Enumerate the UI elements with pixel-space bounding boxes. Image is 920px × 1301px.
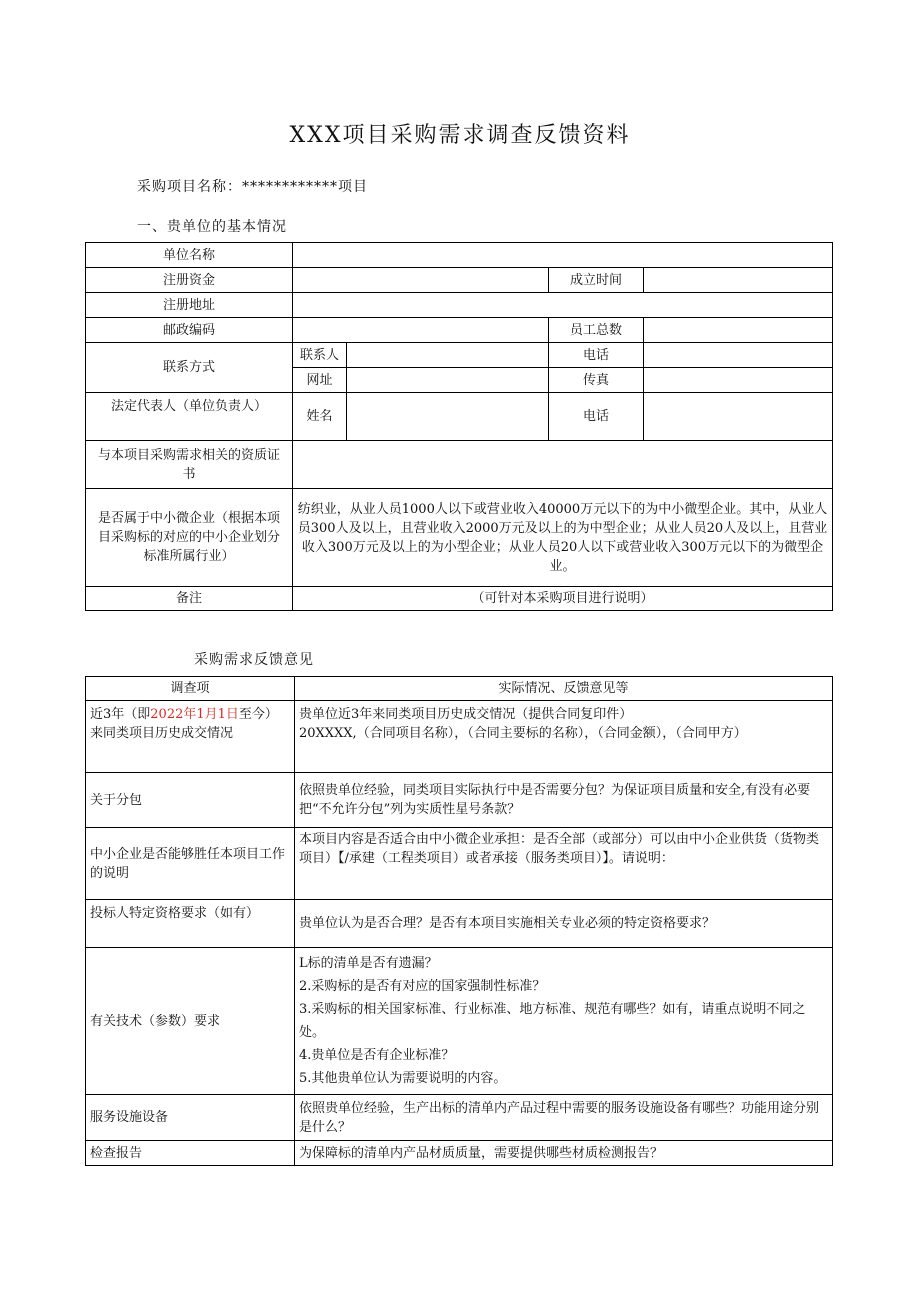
registered-capital-field[interactable] — [293, 268, 549, 293]
row-tech-detail-line: 5.其他贵单位认为需要说明的内容。 — [299, 1071, 507, 1086]
established-time-label: 成立时间 — [549, 268, 644, 293]
established-time-field[interactable] — [644, 268, 833, 293]
row-tech-detail-line: 3.采购标的相关国家标准、行业标准、地方标准、规范有哪些？如有，请重点说明不同之处。 — [299, 1002, 806, 1040]
fax-field[interactable] — [644, 368, 833, 393]
document-title: XXX项目采购需求调查反馈资料 — [289, 123, 631, 148]
feedback-table — [85, 676, 833, 1166]
row-qualification-detail[interactable]: 贵单位认为是否合理？是否有本项目实施相关专业必须的特定资格要求？ — [295, 900, 833, 948]
remarks-label: 备注 — [86, 587, 293, 611]
contact-method-label: 联系方式 — [86, 343, 293, 393]
sme-description: 纺织业，从业人员1000人以下或营业收入40000万元以下的为中小微型企业。其中，从业人员300人及以上，且营业收入2000万元及以上的为中型企业；从业人员20人及以上，且营业收入300万元及以上的为小型企业；从业人员20人以下或营业收入300万元以下的为微型企业。 — [293, 489, 833, 587]
row-tech-detail-line: 2.采购标的是否有对应的国家强制性标准？ — [299, 979, 546, 994]
registered-capital-label: 注册资金 — [86, 268, 293, 293]
row-qualification-item: 投标人特定资格要求（如有） — [86, 900, 295, 948]
row-sme-item: 中小企业是否能够胜任本项目工作的说明 — [86, 828, 295, 900]
row-history-item-date: 2022年1月1日 — [150, 707, 239, 722]
section1-title: 一、贵单位的基本情况 — [137, 219, 287, 235]
legal-rep-label: 法定代表人（单位负责人） — [86, 393, 293, 441]
registered-address-label: 注册地址 — [86, 293, 293, 318]
postal-code-field[interactable] — [293, 318, 549, 343]
legal-rep-name-label: 姓名 — [293, 393, 347, 441]
employee-total-field[interactable] — [644, 318, 833, 343]
row-sme-detail[interactable]: 本项目内容是否适合由中小微企业承担：是否全部（或部分）可以由中小企业供货（货物类项目）【/承建（工程类项目）或者承接（服务类项目）】。请说明： — [295, 828, 833, 900]
row-report-item: 检查报告 — [86, 1141, 295, 1166]
project-name-line — [137, 176, 368, 196]
qualification-field[interactable] — [293, 441, 833, 489]
row-tech-detail-line: 4.贵单位是否有企业标准？ — [299, 1048, 455, 1063]
sme-question-label: 是否属于中小微企业（根据本项目采购标的对应的中小企业划分标准所属行业） — [86, 489, 293, 587]
section2-title: 采购需求反馈意见 — [194, 652, 314, 668]
row-tech-detail-line: L标的清单是否有遗漏？ — [299, 956, 438, 971]
legal-rep-phone-field[interactable] — [644, 393, 833, 441]
row-history-item-pre: 近3年（即 — [90, 707, 151, 722]
website-field[interactable] — [347, 368, 549, 393]
row-history-detail-line: 贵单位近3年来同类项目历史成交情况（提供合同复印件） — [299, 707, 633, 722]
basic-info-table — [85, 242, 833, 611]
phone-label: 电话 — [549, 343, 644, 368]
header-item: 调查项 — [86, 677, 295, 701]
legal-rep-phone-label: 电话 — [549, 393, 644, 441]
header-detail: 实际情况、反馈意见等 — [295, 677, 833, 701]
remarks-hint[interactable]: （可针对本采购项目进行说明） — [293, 587, 833, 611]
row-tech-detail[interactable] — [295, 948, 833, 1095]
registered-address-field[interactable] — [293, 293, 833, 318]
legal-rep-name-field[interactable] — [347, 393, 549, 441]
row-history-item-post: 至今）来同类项目历史成交情况 — [90, 707, 278, 741]
project-name-value: ************项目 — [242, 179, 368, 195]
contact-person-field[interactable] — [347, 343, 549, 368]
row-subcontract-detail[interactable]: 依照贵单位经验，同类项目实际执行中是否需要分包？为保证项目质量和安全,有没有必要把“不允许分包”列为实质性星号条款？ — [295, 773, 833, 828]
row-subcontract-item: 关于分包 — [86, 773, 295, 828]
fax-label: 传真 — [549, 368, 644, 393]
employee-total-label: 员工总数 — [549, 318, 644, 343]
qualification-label: 与本项目采购需求相关的资质证书 — [86, 441, 293, 489]
website-label: 网址 — [293, 368, 347, 393]
row-history-item — [86, 701, 295, 773]
contact-person-label: 联系人 — [293, 343, 347, 368]
row-history-detail-line: 20XXXX,（合同项目名称），（合同主要标的名称），（合同金额），（合同甲方） — [299, 726, 747, 741]
unit-name-label: 单位名称 — [86, 243, 293, 268]
row-service-item: 服务设施设备 — [86, 1095, 295, 1141]
unit-name-field[interactable] — [293, 243, 833, 268]
row-tech-item: 有关技术（参数）要求 — [86, 948, 295, 1095]
row-history-detail[interactable] — [295, 701, 833, 773]
row-service-detail[interactable]: 依照贵单位经验，生产出标的清单内产品过程中需要的服务设施设备有哪些？功能用途分别是什么？ — [295, 1095, 833, 1141]
project-name-label: 采购项目名称： — [137, 179, 242, 195]
row-report-detail[interactable]: 为保障标的清单内产品材质质量，需要提供哪些材质检测报告？ — [295, 1141, 833, 1166]
postal-code-label: 邮政编码 — [86, 318, 293, 343]
phone-field[interactable] — [644, 343, 833, 368]
